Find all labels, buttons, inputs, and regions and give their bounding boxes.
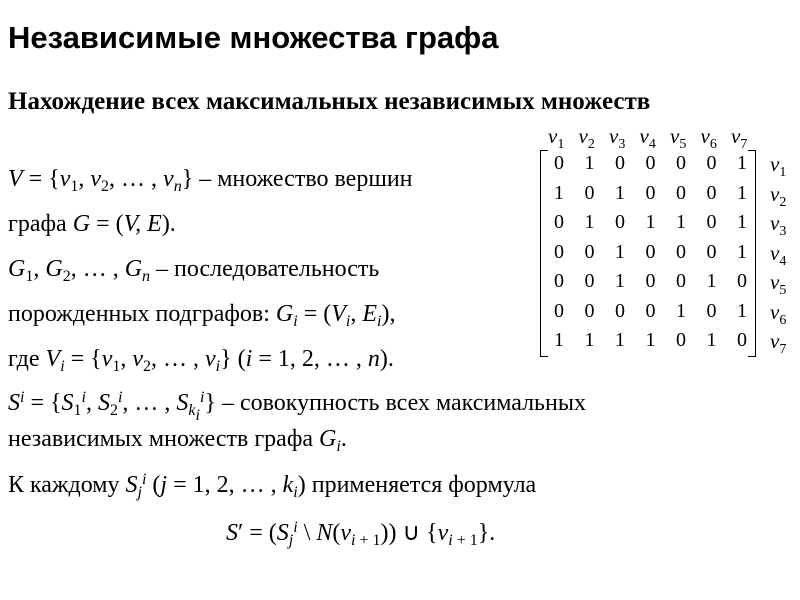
matrix-cell: 0 xyxy=(645,152,656,174)
line-6-text: – совокупность всех максимальных xyxy=(215,390,586,416)
matrix-col-header: $v_6$ xyxy=(700,124,717,152)
formula: $S' = (S_j^i$ \ $N(v_{i + 1})$) ∪ $\{v_{i + 1}\}$. xyxy=(226,519,496,549)
matrix-cell: 0 xyxy=(615,299,625,322)
matrix-cell: 1 xyxy=(584,211,595,233)
matrix-cell: 0 xyxy=(706,181,717,204)
line-1-text: – множество вершин xyxy=(193,166,413,192)
matrix-cell: 1 xyxy=(584,152,595,174)
matrix-cell: 0 xyxy=(615,211,625,233)
matrix-cell: 1 xyxy=(676,299,686,322)
matrix-cell: 0 xyxy=(676,329,686,351)
matrix-cell: 1 xyxy=(615,181,625,204)
matrix-row-header: $v_5$ xyxy=(770,270,787,298)
matrix-cell: 0 xyxy=(676,181,686,204)
matrix-cell: 1 xyxy=(554,329,564,351)
matrix-row-header: $v_4$ xyxy=(770,240,787,269)
matrix-cell: 0 xyxy=(554,299,564,322)
matrix-cell: 1 xyxy=(737,299,747,322)
matrix-cell: 1 xyxy=(615,240,625,263)
text-line-2: графа G = (V, E). xyxy=(8,211,176,237)
matrix-cell: 0 xyxy=(645,270,656,292)
matrix-cell: 0 xyxy=(676,240,686,263)
matrix-col-header: $v_1$ xyxy=(548,124,565,152)
matrix-row-header: $v_3$ xyxy=(770,211,787,239)
matrix-cell: 0 xyxy=(737,270,747,292)
matrix-col-header: $v_5$ xyxy=(670,124,687,152)
matrix-cell: 0 xyxy=(676,270,686,292)
line-8-text-b: применяется формула xyxy=(311,472,537,498)
slide-title: Независимые множества графа xyxy=(8,20,499,55)
matrix-cell: 1 xyxy=(645,211,656,233)
matrix-cell: 1 xyxy=(645,329,656,351)
matrix-col-header: $v_2$ xyxy=(578,124,595,152)
matrix-col-header: $v_4$ xyxy=(639,124,656,152)
text-line-6: $S^i = \{S_1^i$, $S_2^i$, … , $S_{k_i}^i$} – совокупность всех максимальных xyxy=(8,389,586,424)
matrix-cell: 1 xyxy=(554,181,564,204)
text-line-4: порожденных подграфов: $G_i = (V_i$, $E_i$), xyxy=(8,301,396,330)
matrix-cell: 0 xyxy=(615,152,625,174)
text-line-5: где $V_i = \{v_1$, $v_2$, … , $v_i$} (i = 1, 2, … , n). xyxy=(8,346,394,375)
matrix-cell: 1 xyxy=(615,329,625,351)
matrix-cell: 0 xyxy=(737,329,747,351)
matrix-cell: 0 xyxy=(584,181,595,204)
line-3-text: – последовательность xyxy=(150,256,380,282)
adjacency-matrix xyxy=(538,124,800,364)
matrix-cell: 1 xyxy=(706,329,717,351)
matrix-cell: 0 xyxy=(706,152,717,174)
slide-subtitle: Нахождение всех максимальных независимых множеств xyxy=(8,88,651,115)
matrix-cell: 1 xyxy=(737,240,747,263)
matrix-cell: 1 xyxy=(706,270,717,292)
matrix-cell: 0 xyxy=(584,240,595,263)
line-4-text: порожденных подграфов: xyxy=(8,301,270,327)
matrix-cell: 0 xyxy=(706,211,717,233)
matrix-cell: 1 xyxy=(615,270,625,292)
line-8-text-a: К каждому xyxy=(8,472,120,498)
matrix-cell: 0 xyxy=(645,299,656,322)
matrix-cell: 0 xyxy=(584,299,595,322)
matrix-cell: 0 xyxy=(554,152,564,174)
matrix-cell: 0 xyxy=(706,240,717,263)
line-5-text: где xyxy=(8,346,40,372)
matrix-col-header: $v_3$ xyxy=(609,124,626,152)
matrix-col-header: $v_7$ xyxy=(731,124,748,152)
matrix-row-header: $v_1$ xyxy=(770,152,787,180)
text-line-8: К каждому $S_j^i$ (j = 1, 2, … , $k_i$) применяется формула xyxy=(8,471,537,501)
matrix-cell: 0 xyxy=(706,299,717,322)
line-2-text: графа xyxy=(8,211,67,237)
matrix-cell: 1 xyxy=(584,329,595,351)
matrix-cell: 1 xyxy=(737,181,747,204)
matrix-cell: 0 xyxy=(554,240,564,263)
matrix-cell: 1 xyxy=(737,152,747,174)
matrix-cell: 0 xyxy=(554,270,564,292)
matrix-cell: 0 xyxy=(645,240,656,263)
matrix-row-header: $v_2$ xyxy=(770,181,787,210)
text-line-7: независимых множеств графа $G_i$. xyxy=(8,426,347,455)
text-line-1: $V = \{v_1$, $v_2$, … , $v_n$} – множество вершин xyxy=(8,166,413,195)
matrix-cell: 1 xyxy=(676,211,686,233)
matrix-cell: 0 xyxy=(645,181,656,204)
matrix-cell: 0 xyxy=(676,152,686,174)
matrix-row-header: $v_6$ xyxy=(770,299,787,328)
matrix-cell: 0 xyxy=(584,270,595,292)
line-7-text: независимых множеств графа xyxy=(8,426,314,452)
text-line-3: $G_1$, $G_2$, … , $G_n$ – последовательность xyxy=(8,256,380,285)
matrix-cell: 0 xyxy=(554,211,564,233)
matrix-row-header: $v_7$ xyxy=(770,329,787,357)
matrix-cell: 1 xyxy=(737,211,747,233)
